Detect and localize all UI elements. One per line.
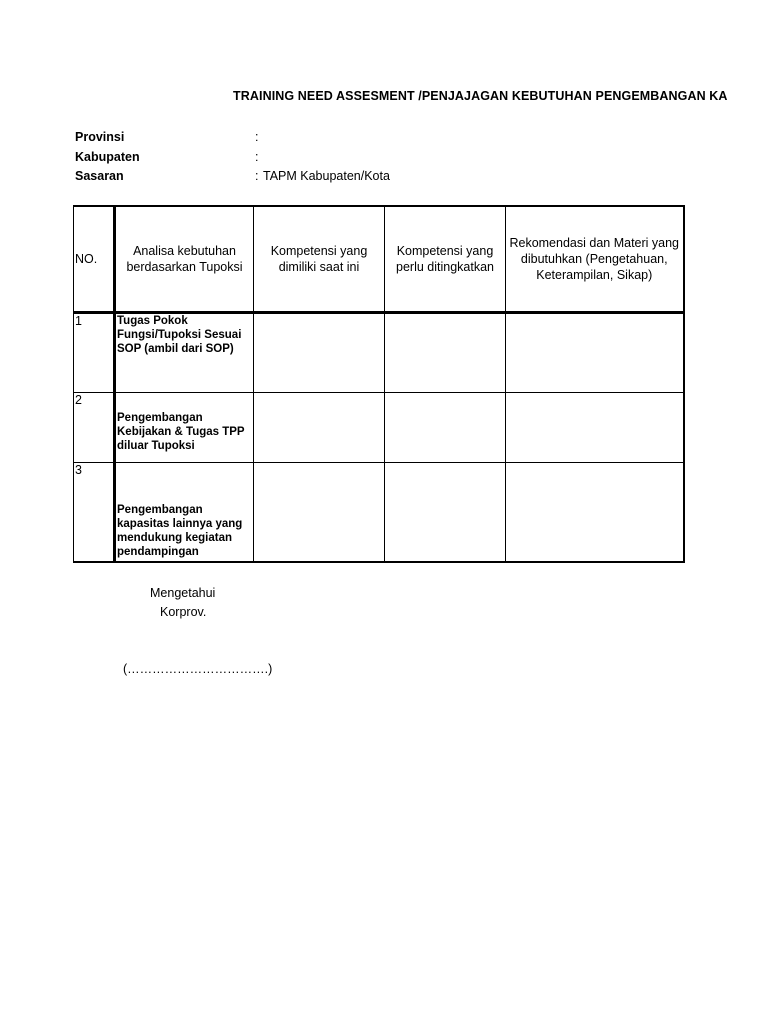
row-number: 3 xyxy=(74,463,115,563)
rekomendasi-cell xyxy=(506,313,684,393)
analisa-cell: Pengembangan kapasitas lainnya yang mendukung kegiatan pendampingan xyxy=(115,463,254,563)
kompetensi-ditingkatkan-cell xyxy=(385,313,506,393)
provinsi-separator: : xyxy=(255,130,259,144)
header-no: NO. xyxy=(74,206,115,313)
table-row xyxy=(74,393,684,463)
sasaran-label: Sasaran xyxy=(75,169,124,183)
sasaran-value: TAPM Kabupaten/Kota xyxy=(263,169,390,183)
row-number: 2 xyxy=(74,393,115,463)
table-row xyxy=(74,313,684,393)
kabupaten-label: Kabupaten xyxy=(75,150,140,164)
rekomendasi-cell xyxy=(506,393,684,463)
rekomendasi-cell xyxy=(506,463,684,563)
header-analisa: Analisa kebutuhan berdasarkan Tupoksi xyxy=(115,206,254,313)
header-kompetensi-dimiliki: Kompetensi yang dimiliki saat ini xyxy=(254,206,385,313)
page-title: TRAINING NEED ASSESMENT /PENJAJAGAN KEBUTUHAN PENGEMBANGAN KA xyxy=(233,89,728,103)
kompetensi-ditingkatkan-cell xyxy=(385,393,506,463)
kompetensi-ditingkatkan-cell xyxy=(385,463,506,563)
signature-name-placeholder: (…………………………….) xyxy=(123,662,273,676)
korprov-label: Korprov. xyxy=(160,605,207,619)
kompetensi-dimiliki-cell xyxy=(254,313,385,393)
mengetahui-label: Mengetahui xyxy=(150,586,216,600)
table-header-row xyxy=(74,206,684,313)
row-number: 1 xyxy=(74,313,115,393)
analisa-cell: Pengembangan Kebijakan & Tugas TPP diluar Tupoksi xyxy=(115,393,254,463)
kabupaten-separator: : xyxy=(255,150,259,164)
kompetensi-dimiliki-cell xyxy=(254,463,385,563)
assessment-table xyxy=(73,205,685,563)
provinsi-label: Provinsi xyxy=(75,130,125,144)
header-kompetensi-ditingkatkan: Kompetensi yang perlu ditingkatkan xyxy=(385,206,506,313)
table-row xyxy=(74,463,684,563)
analisa-cell: Tugas Pokok Fungsi/Tupoksi Sesuai SOP (ambil dari SOP) xyxy=(115,313,254,393)
kompetensi-dimiliki-cell xyxy=(254,393,385,463)
sasaran-separator: : xyxy=(255,169,259,183)
header-rekomendasi: Rekomendasi dan Materi yang dibutuhkan (Pengetahuan, Keterampilan, Sikap) xyxy=(506,206,684,313)
